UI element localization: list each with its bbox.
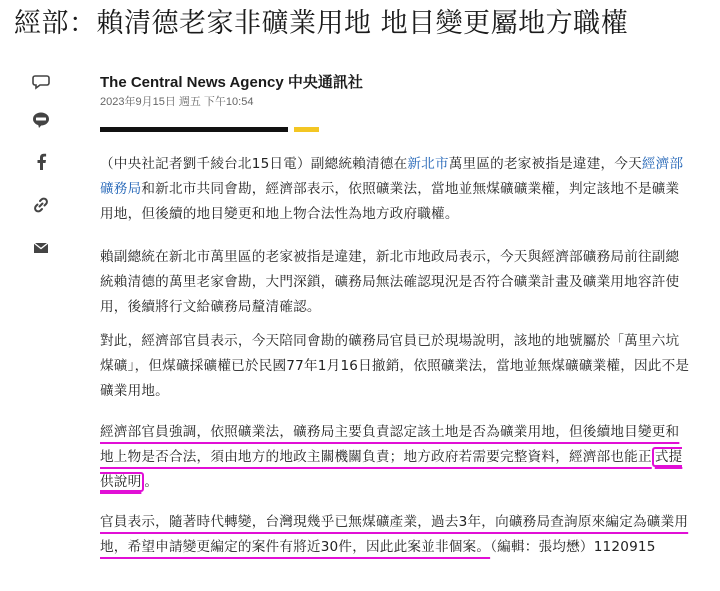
highlighted-text: 官員表示，隨著時代轉變，台灣現幾乎已無煤礦產業，過去3年，向礦務局查詢原來編定為礦業用地，希望申請變更編定的案件有將近30件，因此此案並非個案。 (100, 514, 689, 555)
email-share-button[interactable] (28, 235, 54, 261)
article-paragraph-2: 賴副總統在新北市萬里區的老家被指是違建，新北市地政局表示，今天與經濟部礦務局前往副總統賴清德的萬里老家會勘，大門深鎖，礦務局無法確認現況是否符合礦業計畫及礦業用地容許使用，後續將行文給礦務局釐清確認。 (100, 249, 680, 315)
link-icon (32, 196, 50, 214)
line-icon (32, 111, 50, 129)
highlighted-text: 經濟部官員強調，依照礦業法，礦務局主要負責認定該土地是否為礦業用地，但後續地目變更和地上物是否合法，須由地方的地政主關機關負責；地方政府若需要完整資料，經濟部也能正 (100, 424, 680, 465)
article-headline: 經部：賴清德老家非礦業用地 地目變更屬地方職權 (14, 8, 629, 39)
facebook-share-button[interactable] (28, 149, 54, 175)
boxed-text: 式提供說明 (100, 449, 683, 490)
link-bureau-of-mines[interactable]: 經濟部礦務局 (100, 156, 684, 197)
publish-date: 2023年9月15日 週五 下午10:54 (100, 96, 254, 108)
editor-credit: （編輯：張均懋）1120915 (490, 539, 656, 555)
accent-bar-yellow (294, 127, 319, 132)
article-paragraph-4 (100, 420, 690, 495)
link-new-taipei[interactable]: 新北市 (407, 156, 449, 172)
source-name[interactable]: The Central News Agency 中央通訊社 (100, 74, 363, 91)
email-icon (32, 239, 50, 257)
article-paragraph-1 (100, 152, 690, 227)
paragraph-text: （中央社記者劉千綾台北15日電）副總統賴清德在 (100, 156, 408, 172)
facebook-icon (34, 153, 48, 171)
copy-link-button[interactable] (28, 192, 54, 218)
paragraph-text: 。 (144, 474, 159, 490)
paragraph-text: 萬里區的老家被指是違建，今天 (448, 156, 642, 172)
comment-icon (32, 72, 50, 90)
paragraph-text: 和新北市共同會勘，經濟部表示，依照礦業法，當地並無煤礦礦業權，判定該地不是礦業用地，但後續的地目變更和地上物合法性為地方政府職權。 (100, 181, 680, 222)
article-paragraph-5 (100, 510, 690, 560)
article-paragraph-3: 對此，經濟部官員表示，今天陪同會勘的礦務局官員已於現場說明，該地的地號屬於「萬里六坑煤礦」，但煤礦採礦權已於民國77年1月16日撤銷，依照礦業法，當地並無煤礦礦業權，因此不是礦業用地。 (100, 333, 690, 399)
accent-bar-black (100, 127, 288, 132)
comment-button[interactable] (28, 68, 54, 94)
line-share-button[interactable] (28, 107, 54, 133)
